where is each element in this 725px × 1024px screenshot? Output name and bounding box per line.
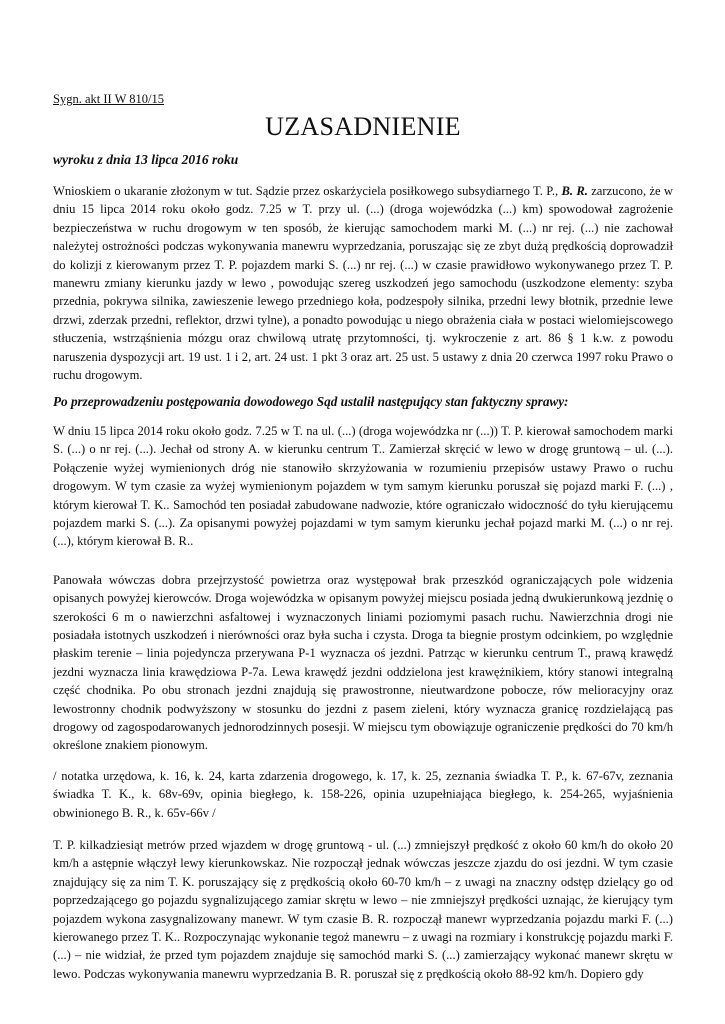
findings-heading: Po przeprowadzeniu postępowania dowodowego Sąd ustalił następujący stan faktyczny sprawy:: [53, 394, 569, 410]
paragraph-evidence-references: / notatka urzędowa, k. 16, k. 24, karta zdarzenia drogowego, k. 17, k. 25, zeznania świadka T. P., k. 67-67v, zeznania świadka T. K., k. 68v-69v, opinia biegłego, k. 158-226, opinia uzupełniająca biegłego, k. 254-265, wyjaśnienia obwinionego B. R., k. 65v-66v /: [53, 768, 673, 820]
paragraph-charge-rest: zarzucono, że w dniu 15 lipca 2014 roku około godz. 7.25 w T. przy ul. (...) (droga wojewódzka (...) km) spowodował zagrożenie bezpieczeństwa w ruchu drogowym w ten sposób, że kierując samochodem marki M. (...) nr rej. (...) nie zachował należytej ostrożności podczas wykonywania manewru wyprzedzania, poruszając się ze zbyt dużą prędkością doprowadził do kolizji z kierowanym przez T. P. pojazdem marki S. (...) nr rej. (...) w czasie prawidłowo wykonywanego przez T. P. manewru zmiany kierunku jazdy w lewo , powodując szereg uszkodzeń jego samochodu (uszkodzone elementy: szyba przednia, pokrywa silnika, zawieszenie lewego przedniego koła, podzespoły silnika, przedni lewy błotnik, przednie lewe drzwi, zderzak przedni, reflektor, drzwi tylne), a ponadto powodując u niego obrażenia ciała w postaci wielomiejscowego stłuczenia, wstrząśnienia mózgu oraz chwilową utratę przytomności, tj. wykroczenie z art. 86 § 1 k.w. z powodu naruszenia dyspozycji art. 19 ust. 1 i 2, art. 24 ust. 1 pkt 3 oraz art. 25 ust. 5 ustawy z dnia 20 czerwca 1997 roku Prawo o ruchu drogowym.: [53, 184, 673, 383]
paragraph-facts: W dniu 15 lipca 2014 roku około godz. 7.25 w T. na ul. (...) (droga wojewódzka nr (...)) T. P. kierował samochodem marki S. (...) o nr rej. (...). Jechał od strony A. w kierunku centrum T.. Zamierzał skręcić w lewo w drogę gruntową – ul. (...). Połączenie wyżej wymienionych dróg nie stanowiło skrzyżowania w rozumieniu przepisów ustawy Prawo o ruchu drogowym. W tym czasie za wyżej wymienionym pojazdem w tym samym kierunku poruszał się pojazd marki F. (...) , którym kierował T. K.. Samochód ten posiadał zabudowane nadwozie, które ograniczało widoczność do tyłu kierującemu pojazdem marki S. (...). Za opisanymi powyżej pojazdami w tym samym kierunku jechał pojazd marki M. (...) o nr rej. (...), którym kierował B. R..: [53, 423, 673, 549]
paragraph-road-conditions: Panowała wówczas dobra przejrzystość powietrza oraz występował brak przeszkód ograniczających pole widzenia opisanych powyżej kierowców. Droga wojewódzka w opisanym powyżej miejscu posiada jedną dwukierunkową jezdnię o szerokości 6 m o nawierzchni asfaltowej i wyznaczonych liniami poziomymi pasach ruchu. Nawierzchnia drogi nie posiadała istotnych uszkodzeń i nierówności oraz była sucha i czysta. Droga ta biegnie prostym odcinkiem, po względnie płaskim terenie – linia pojedyncza przerywana P-1 wyznacza oś jezdni. Patrząc w kierunku centrum T., prawą krawędź jezdni wyznacza linia krawędziowa P-7a. Lewa krawędź jezdni oddzielona jest krawężnikiem, który stanowi integralną część chodnika. Po obu stronach jezdni znajdują się prawostronne, nieutwardzone pobocze, rów melioracyjny oraz lewostronny chodnik podwyższony w stosunku do jezdni z pasem zieleni, który wyznacza granicę rozdzielającą pas drogowy od zagospodarowanych jednorodzinnych posesji. W miejscu tym obowiązuje ograniczenie prędkości do 70 km/h określone znakiem pionowym.: [53, 572, 673, 753]
justification-body: [53, 182, 673, 983]
paragraph-charge-intro: Wnioskiem o ukaranie złożonym w tut. Sądzie przez oskarżyciela posiłkowego subsydiarnego T. P.,: [53, 184, 562, 198]
page-title: UZASADNIENIE: [265, 112, 461, 141]
case-signature: Sygn. akt II W 810/15: [53, 92, 164, 106]
paragraph-events: T. P. kilkadziesiąt metrów przed wjazdem w drogę gruntową - ul. (...) zmniejszył prędkość z około 60 km/h do około 20 km/h a astępnie włączył lewy kierunkowskaz. Nie rozpoczął jednak wówczas jeszcze zjazdu do osi jezdni. W tym czasie znajdujący się za nim T. K. poruszający się z prędkością około 60-70 km/h – z uwagi na znaczny odstęp dzielący go od poprzedzającego go pojazdu sygnalizującego zamiar skrętu w lewo – nie zmniejszył prędkości uznając, że kierujący tym pojazdem wykona zasygnalizowany manewr. W tym czasie B. R. rozpoczął manewr wyprzedzania pojazdu marki F. (...) kierowanego przez T. K.. Rozpoczynając wykonanie tegoż manewru – z uwagi na rozmiary i konstrukcję pojazdu marki F. (...) – nie widział, że przed tym pojazdem znajduje się samochód marki S. (...) zamierzający wykonać manewr skrętu w lewo. Podczas wykonywania manewru wyprzedzania B. R. poruszał się z prędkością około 88-92 km/h. Dopiero gdy: [53, 838, 673, 981]
judgment-date-subtitle: wyroku z dnia 13 lipca 2016 roku: [53, 152, 239, 167]
accused-name: B. R.: [561, 184, 588, 198]
paragraph-charge: [53, 182, 673, 384]
